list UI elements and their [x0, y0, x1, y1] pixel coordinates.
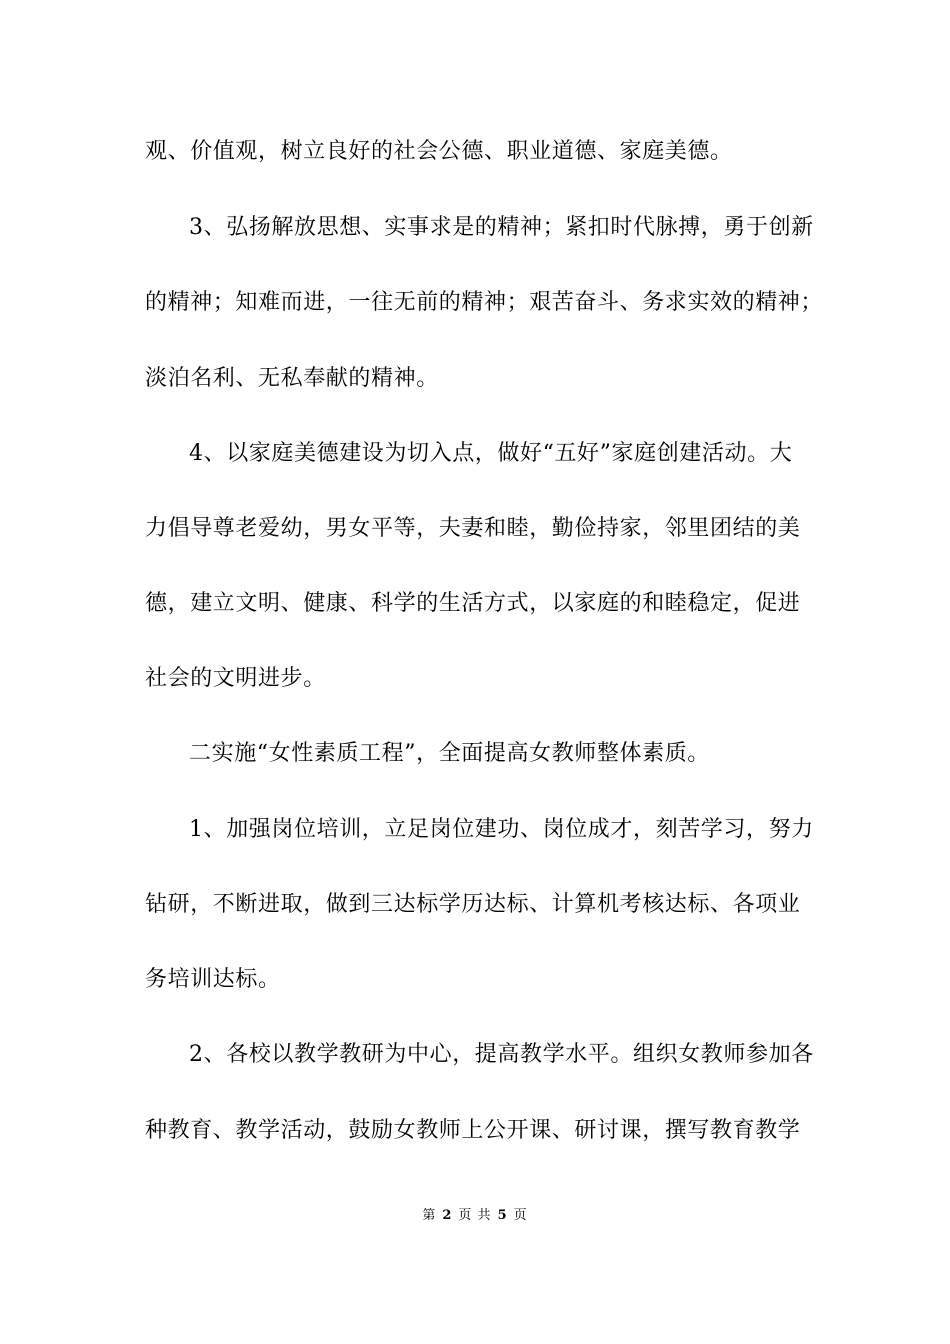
- text-line-2: 3、弘扬解放思想、实事求是的精神；紧扣时代脉搏，勇于创新: [189, 215, 814, 240]
- text-line-8: 社会的文明进步。: [145, 666, 326, 691]
- text-line-11: 钻研，不断进取，做到三达标学历达标、计算机考核达标、各项业: [145, 892, 801, 917]
- page-footer: [0, 1207, 950, 1225]
- text-line-10: 1、加强岗位培训，立足岗位建功、岗位成才，刻苦学习，努力: [189, 817, 814, 842]
- text-line-3: 的精神；知难而进，一往无前的精神；艰苦奋斗、务求实效的精神；: [145, 290, 824, 315]
- text-line-7: 德，建立文明、健康、科学的生活方式，以家庭的和睦稳定，促进: [145, 591, 801, 616]
- text-line-5: 4、以家庭美德建设为切入点，做好“五好”家庭创建活动。大: [189, 441, 793, 466]
- text-line-14: 种教育、教学活动，鼓励女教师上公开课、研讨课，撰写教育教学: [145, 1118, 801, 1143]
- footer-suffix: 页: [513, 1208, 528, 1223]
- section-heading: 二实施“女性素质工程”，全面提高女教师整体素质。: [189, 741, 710, 766]
- current-page-number: 2: [442, 1208, 453, 1223]
- text-line-4: 淡泊名利、无私奉献的精神。: [145, 366, 439, 391]
- total-page-count: 5: [497, 1208, 508, 1223]
- footer-middle: 页 共: [458, 1208, 492, 1223]
- text-line-12: 务培训达标。: [145, 967, 281, 992]
- text-line-13: 2、各校以教学教研为中心，提高教学水平。组织女教师参加各: [189, 1042, 814, 1067]
- text-line-1: 观、价值观，树立良好的社会公德、职业道德、家庭美德。: [145, 139, 733, 164]
- text-line-6: 力倡导尊老爱幼，男女平等，夫妻和睦，勤俭持家，邻里团结的美: [145, 516, 801, 541]
- footer-prefix: 第: [422, 1208, 437, 1223]
